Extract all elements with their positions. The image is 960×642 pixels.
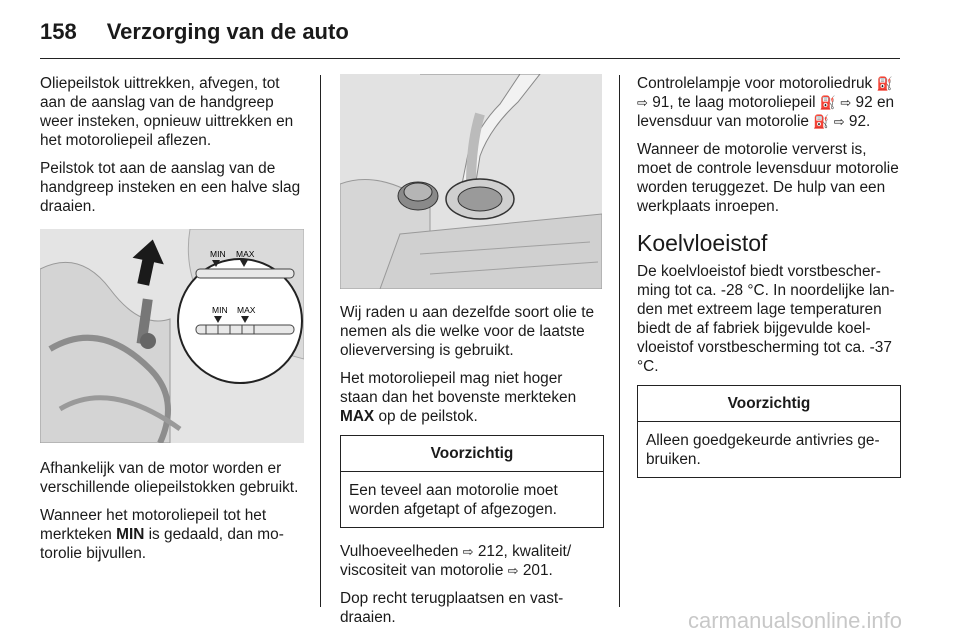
max-mark: MAX bbox=[340, 408, 375, 425]
page-ref-arrow-icon: ⇨ bbox=[507, 563, 519, 578]
page-ref-link[interactable]: 91 bbox=[652, 94, 670, 111]
oil-can-icon: ⛽ bbox=[876, 76, 893, 91]
page-number: 158 bbox=[40, 19, 77, 44]
section-heading-coolant: Koelvloeistof bbox=[637, 230, 768, 256]
column-divider-2 bbox=[619, 75, 620, 607]
paragraph-cap-replace: Dop recht terugplaatsen en vastdraaien. bbox=[340, 590, 564, 626]
header-rule bbox=[40, 58, 900, 59]
paragraph-dipstick-insert: Peilstok tot aan de aanslag van de handgreep insteken en een halve slag draaien. bbox=[40, 160, 301, 215]
paragraph-min-refill: Wanneer het motoroliepeil tot het merkteken MIN is gedaald, dan motorolie bijvullen. bbox=[40, 507, 284, 562]
caution-body: Een teveel aan motorolie moet worden afgetapt of afgezogen. bbox=[349, 482, 558, 518]
page-ref-link[interactable]: 92 bbox=[848, 113, 867, 130]
paragraph-oil-pressure: Controlelampje voor motoroliedruk ⛽ ⇨ 91, te laag motoroliepeil ⛽ ⇨ 92 en levensduur van motorolie ⛽ ⇨ 92. bbox=[637, 75, 895, 130]
paragraph-dipstick-read: Oliepeilstok uittrekken, afvegen, tot aan de aanslag van de handgreep weer insteken, opnieuw uittrekken en het motoroliepeil aflezen. bbox=[40, 75, 294, 149]
label-min-top: MIN bbox=[210, 249, 226, 259]
column-2 bbox=[340, 74, 604, 636]
caution-body: Alleen goedgekeurde antivries gebruiken. bbox=[646, 432, 880, 468]
column-1 bbox=[40, 74, 306, 572]
oil-filling-figure bbox=[340, 74, 602, 289]
column-3 bbox=[637, 74, 901, 492]
paragraph-max-level: Het motoroliepeil mag niet hoger staan dan het bovenste merkteken MAX op de peilstok. bbox=[340, 370, 577, 425]
caution-box-oil bbox=[340, 435, 604, 528]
page-ref-arrow-icon: ⇨ bbox=[637, 95, 648, 110]
page-ref-arrow-icon: ⇨ bbox=[833, 114, 845, 129]
page-ref-link[interactable]: 212 bbox=[477, 543, 504, 560]
oil-level-icon: ⛽ bbox=[819, 95, 837, 110]
label-max-top: MAX bbox=[236, 249, 255, 259]
caution-box-antifreeze bbox=[637, 385, 901, 478]
oil-life-icon: ⛽ bbox=[813, 114, 830, 129]
paragraph-capacities: Vulhoeveelheden ⇨ 212, kwaliteit/ viscositeit van motorolie ⇨ 201. bbox=[340, 543, 572, 579]
caution-title: Voorzichtig bbox=[638, 386, 900, 422]
label-max-bottom: MAX bbox=[237, 305, 256, 315]
page-ref-arrow-icon: ⇨ bbox=[462, 544, 474, 559]
page-ref-arrow-icon: ⇨ bbox=[840, 95, 852, 110]
min-mark: MIN bbox=[116, 526, 145, 543]
page-ref-link[interactable]: 92 bbox=[855, 94, 873, 111]
caution-title: Voorzichtig bbox=[341, 436, 603, 472]
page-header bbox=[40, 14, 349, 50]
watermark: carmanualsonline.info bbox=[687, 608, 902, 633]
label-min-bottom: MIN bbox=[212, 305, 228, 315]
paragraph-dipstick-variants: Afhankelijk van de motor worden er verschillende oliepeilstokken gebruikt. bbox=[40, 460, 299, 496]
paragraph-oil-life-reset: Wanneer de motorolie ververst is, moet de controle levensduur motorolie worden teruggezet. De hulp van een werkplaats inroepen. bbox=[637, 141, 899, 215]
engine-dipstick-figure bbox=[40, 229, 304, 443]
page-title: Verzorging van de auto bbox=[106, 19, 349, 44]
paragraph-same-oil: Wij raden u aan dezelfde soort olie te nemen als die welke voor de laatste olieverversing is gebruikt. bbox=[340, 304, 595, 359]
page-ref-link[interactable]: 201 bbox=[522, 562, 549, 579]
column-divider-1 bbox=[320, 75, 321, 607]
paragraph-coolant: De koelvloeistof biedt vorstbescherming tot ca. -28 °C. In noordelijke landen met extreem lage temperaturen biedt de af fabriek bijgevulde koelvloeistof vorstbescherming tot ca. -37 °C. bbox=[637, 263, 895, 375]
